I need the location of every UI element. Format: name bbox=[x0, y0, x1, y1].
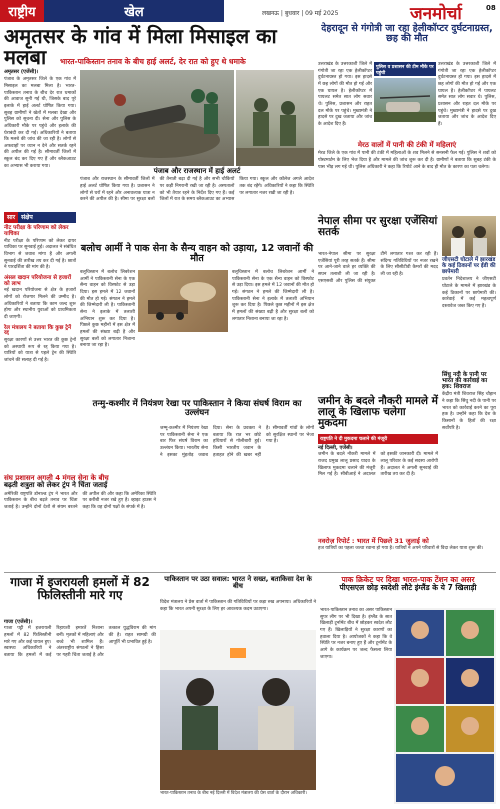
brief-item bbox=[4, 276, 76, 322]
gaza-headline-box bbox=[4, 576, 156, 616]
ed-raid-headline: जीएसटी घोटाले में झारखंड के कई ठिकानों पर ईडी की छापेमारी bbox=[442, 257, 496, 275]
page-number: 08 bbox=[486, 4, 496, 12]
meerut-body: मेरठ जिले के एक गांव में पानी की टंकी में महिलाओं के शव मिलने से सनसनी फैल गई। पुलिस ने शवों को पोस्टमार्टम के लिए भेज दिया है और मामले की जांच शुरू कर दी है। ग्रामीणों ने बताया कि सुबह टंकी के पास भीड़ लग गई थी। पुलिस अधिकारी ने कहा कि रिपोर्ट आने के बाद ही मौत के कारण का पता चलेगा। bbox=[318, 151, 496, 170]
masthead: जनमोर्चा bbox=[410, 4, 462, 24]
brief-item-title: नीट परीक्षा के परिणाम को लेकर याचिका bbox=[4, 225, 69, 237]
lalu-callout: राष्ट्रपति ने दी मुकदमा चलाने की मंजूरी bbox=[318, 434, 438, 444]
page-header bbox=[0, 0, 500, 22]
gaza-story bbox=[4, 620, 156, 804]
baloch-headline: बलोच आर्मी ने पाक सेना के सैन्य वाहन को उड़ाया, 12 जवानों की मौत bbox=[80, 243, 314, 264]
ed-raid-story bbox=[442, 258, 496, 368]
heli-callout: पुलिस व प्रशासन की टीम मौके पर पहुंची bbox=[374, 62, 436, 76]
section-label-national: राष्ट्रीय bbox=[0, 0, 44, 22]
heli-body-right: उत्तराखंड के उत्तरकाशी जिले में गंगोत्री जा रहा एक हेलीकॉप्टर दुर्घटनाग्रस्त हो गया। इस हादसे में छह लोगों की मौत हो गई और एक घायल है। हेलीकॉप्टर में पायलट समेत सात लोग सवार थे। पुलिस, प्रशासन और राहत दल मौके पर पहुंचे। मुख्यमंत्री ने हादसे पर दुख जताया और जांच के आदेश दिए हैं। bbox=[438, 62, 496, 127]
baloch-body-right: बलूचिस्तान में बलोच लिबरेशन आर्मी ने पाकिस्तानी सेना के एक सैन्य वाहन को विस्फोट से उड़ा दिया। इस हमले में 12 जवानों की मौत हो गई। संगठन ने हमले की जिम्मेदारी ली है। पाकिस्तानी सेना ने इलाके में तलाशी अभियान शुरू कर दिया है। पिछले कुछ महीनों में इस क्षेत्र में हमलों की संख्या बढ़ी है और सुरक्षा बलों को लगातार निशाना बनाया जा रहा है। bbox=[232, 270, 314, 322]
press-headline-box bbox=[160, 576, 316, 598]
heli-photo bbox=[374, 78, 436, 122]
lead-body-col bbox=[4, 70, 76, 210]
cricket-body: भारत-पाकिस्तान तनाव का असर पाकिस्तान सुपर लीग पर भी दिखा है। इंग्लैंड के सात खिलाड़ी टूर्नामेंट बीच में छोड़कर स्वदेश लौट गए हैं। खिलाड़ियों ने सुरक्षा कारणों का हवाला दिया है। आयोजकों ने कहा कि वे स्थिति पर नजर बनाए हुए हैं और टूर्नामेंट के आगे के कार्यक्रम पर जल्द फैसला लिया जाएगा। bbox=[320, 608, 392, 660]
news-brief-column bbox=[4, 212, 76, 472]
punjab-story bbox=[80, 168, 314, 242]
brief-item-body: नीट परीक्षा के परिणाम को लेकर दायर याचिका पर सुनवाई हुई। अदालत ने संबंधित विभाग से जवाब मांगा है और अगली सुनवाई की तारीख तय कर दी गई है। छात्रों ने पारदर्शिता की मांग की है। bbox=[4, 238, 76, 271]
brief-item-title: अंसल खदान परियोजना से हजारों को लाभ bbox=[4, 274, 71, 287]
heli-headline-box bbox=[318, 24, 496, 60]
divider bbox=[4, 572, 496, 573]
gaza-dateline: गाजा (एजेंसी)। bbox=[4, 619, 33, 625]
hajj-body: हज यात्रियों का पहला जत्था रवाना हो गया है। यात्रियों ने अपने परिवारों से विदा लेकर यात्रा शुरू की। bbox=[318, 545, 484, 551]
baloch-body-left: बलूचिस्तान में बलोच लिबरेशन आर्मी ने पाकिस्तानी सेना के एक सैन्य वाहन को विस्फोट से उड़ा दिया। इस हमले में 12 जवानों की मौत हो गई। संगठन ने हमले की जिम्मेदारी ली है। पाकिस्तानी सेना ने इलाके में तलाशी अभियान शुरू कर दिया है। पिछले कुछ महीनों में इस क्षेत्र में हमलों की संख्या बढ़ी है और सुरक्षा बलों को लगातार निशाना बनाया जा रहा है। bbox=[80, 270, 135, 349]
sindh-body: केंद्रीय मंत्री शिवराज सिंह चौहान ने कहा कि सिंधु नदी के पानी पर भारत को कार्रवाई करने का पूरा हक है। उन्होंने कहा कि देश के किसानों के हितों की रक्षा सर्वोपरि है। bbox=[442, 392, 496, 431]
lead-subhead: भारत-पाकिस्तान तनाव के बीच हाई अलर्ट, देर रात को हुए थे धमाके bbox=[60, 57, 246, 66]
helicopter-wreck-illustration bbox=[374, 78, 436, 122]
nepal-headline: नेपाल सीमा पर सुरक्षा एजेंसियां सतर्क bbox=[318, 215, 438, 239]
nepal-headline-box bbox=[318, 216, 438, 246]
meerut-headline: मेरठ वालों में पानी की टंकी में महिलाएं bbox=[357, 141, 457, 149]
lead-headline: अमृतसर के गांव में मिला मिसाइल का मलबा bbox=[4, 24, 277, 69]
missile-debris-illustration bbox=[80, 70, 234, 166]
heli-body-left: उत्तराखंड के उत्तरकाशी जिले में गंगोत्री जा रहा एक हेलीकॉप्टर दुर्घटनाग्रस्त हो गया। इस हादसे में छह लोगों की मौत हो गई और एक घायल है। हेलीकॉप्टर में पायलट समेत सात लोग सवार थे। पुलिस, प्रशासन और राहत दल मौके पर पहुंचे। मुख्यमंत्री ने हादसे पर दुख जताया और जांच के आदेश दिए हैं। bbox=[318, 62, 372, 127]
lalu-headline: जमीन के बदले नौकरी मामले में लालू के खिलाफ चलेगा मुकदमा bbox=[318, 395, 438, 430]
ed-raid-photo bbox=[442, 216, 496, 256]
baloch-headline-box bbox=[80, 244, 314, 268]
section-label-sports: खेल bbox=[44, 0, 224, 22]
heli-headline: देहरादून से गंगोत्री जा रहा हेलीकॉप्टर दुर्घटनाग्रस्त, छह की मौत bbox=[321, 23, 493, 44]
trump-body: अमेरिकी राष्ट्रपति डोनाल्ड ट्रंप ने भारत और पाकिस्तान के बीच बढ़ते तनाव पर चिंता जताई है। उन्होंने दोनों देशों से संयम बरतने की अपील की और कहा कि अमेरिका स्थिति पर करीबी नजर रखे हुए है। व्हाइट हाउस ने कहा कि वह दोनों पक्षों के संपर्क में है। bbox=[4, 491, 156, 510]
soldiers-illustration bbox=[236, 70, 314, 166]
punjab-body: पंजाब और राजस्थान के सीमावर्ती जिलों में हाई अलर्ट घोषित किया गया है। प्रशासन ने लोगों से घरों में रहने और अनावश्यक यात्रा न करने की अपील की है। सीमा पर सुरक्षा बलों की तैनाती बढ़ा दी गई है और सभी चौकियों पर कड़ी निगरानी रखी जा रही है। अस्पतालों को भी तैयार रहने के निर्देश दिए गए हैं। कई जिलों में रात के समय ब्लैकआउट का अभ्यास किया गया। स्कूल और कॉलेज अगले आदेश तक बंद रहेंगे। अधिकारियों ने कहा कि स्थिति पर लगातार नजर रखी जा रही है। bbox=[80, 177, 314, 203]
lead-dateline: अमृतसर (एजेंसी)। bbox=[4, 69, 39, 75]
meerut-story bbox=[318, 142, 496, 212]
press-headline: पाकिस्तान पर उठा सवाल: भारत ने सख्त, बताकिसा देश के बीच bbox=[164, 575, 312, 591]
press-photo bbox=[160, 630, 316, 790]
nepal-body: भारत-नेपाल सीमा पर सुरक्षा एजेंसियां पूरी तरह सतर्क हैं। सीमा पर आने-जाने वाले हर व्यक्ति की सघन तलाशी ली जा रही है। एसएसबी और पुलिस की संयुक्त टीमें लगातार गश्त कर रही हैं। संदिग्ध गतिविधियों पर नजर रखने के लिए सीसीटीवी कैमरों की मदद ली जा रही है। bbox=[318, 252, 438, 284]
lead-photo bbox=[80, 70, 234, 166]
news-brief-label bbox=[4, 212, 76, 223]
cricket-players-grid bbox=[394, 608, 496, 804]
lalu-headline-box bbox=[318, 396, 438, 432]
sindh-story bbox=[442, 372, 496, 472]
lalu-dateline: नई दिल्ली, एजेंसी। bbox=[318, 445, 353, 451]
lalu-body: जमीन के बदले नौकरी मामले में राजद प्रमुख लालू प्रसाद यादव के खिलाफ मुकदमा चलाने की मंजूरी मिल गई है। सीबीआई ने अदालत को इसकी जानकारी दी। मामले में लालू परिवार के कई सदस्य आरोपी हैं। अदालत ने अगली सुनवाई की तारीख तय कर दी है। bbox=[318, 452, 438, 478]
heli-story bbox=[318, 62, 496, 140]
sindh-headline: सिंधु नदी के पानी पर भारत की कार्रवाई का हक: शिवराज bbox=[442, 372, 488, 391]
nepal-story bbox=[318, 252, 438, 392]
gaza-body: गाजा पट्टी में इजरायली हमलों में 82 फिलिस्तीनी मारे गए और कई घायल हुए। स्वास्थ्य अधिकारियों ने बताया कि हमलों में कई रिहायशी इमारतें निशाना बनीं। मृतकों में महिलाएं और बच्चे भी शामिल हैं। अंतरराष्ट्रीय संगठनों ने हिंसा पर गहरी चिंता जताई है और तत्काल युद्धविराम की मांग की है। राहत सामग्री की आपूर्ति भी प्रभावित हुई है। bbox=[4, 626, 156, 658]
press-body-box bbox=[160, 600, 316, 628]
cricket-subhead: पीएसएल छोड़ स्वदेशी लौटे इंग्लैंड के ये 7 खिलाड़ी bbox=[339, 582, 477, 592]
lead-subhead-box bbox=[60, 58, 310, 68]
press-caption: भारत-पाकिस्तान तनाव के बीच नई दिल्ली में विदेश मंत्रालय की प्रेस वार्ता के दौरान अधिकारी। bbox=[160, 791, 307, 796]
brief-label-1: सार bbox=[4, 212, 18, 223]
cricket-story bbox=[320, 608, 392, 804]
gaza-headline: गाजा में इजरायली हमलों में 82 फिलिस्तीनी मारे गए bbox=[10, 575, 150, 602]
blast-scene-illustration bbox=[138, 270, 228, 332]
brief-item-body: सुरक्षा कारणों से उत्तर भारत की कुछ ट्रेनों को अस्थायी रूप से रद्द किया गया है। यात्रियों को यात्रा से पहले ट्रेन की स्थिति जांचने की सलाह दी गई है। bbox=[4, 338, 76, 364]
kashmir-story bbox=[160, 426, 314, 566]
hajj-headline: नवरोज़ रिपोर्ट : भारत में पिछले 31 जुलाई को bbox=[318, 537, 429, 545]
brief-item-title: रेल मंत्रालय ने बताया कि कुछ ट्रेनें रद्द bbox=[4, 324, 72, 337]
ed-raid-body: प्रवर्तन निदेशालय ने जीएसटी घोटाले के मामले में झारखंड के कई ठिकानों पर छापेमारी की। कार्रवाई में कई महत्वपूर्ण दस्तावेज जब्त किए गए हैं। bbox=[442, 277, 496, 309]
lalu-story bbox=[318, 434, 438, 536]
lead-photo-2 bbox=[236, 70, 314, 166]
brief-item-body: नई खदान परियोजना से क्षेत्र के हजारों लोगों को रोजगार मिलने की उम्मीद है। अधिकारियों ने बताया कि काम जल्द शुरू होगा और स्थानीय युवाओं को प्राथमिकता दी जाएगी। bbox=[4, 288, 76, 320]
brief-label-2: संक्षेप bbox=[18, 212, 76, 223]
trump-headline-2: बढ़ती शत्रुता को लेकर ट्रंप ने चिंता जताई bbox=[4, 481, 108, 490]
press-conference-illustration bbox=[160, 630, 316, 790]
brief-item bbox=[4, 226, 76, 272]
punjab-headline: पंजाब और राजस्थान में हाई अलर्ट bbox=[153, 167, 241, 175]
cricket-headline: पाक क्रिकेट पर दिखा भारत-पाक टेंशन का असर bbox=[341, 575, 475, 584]
baloch-photo bbox=[138, 270, 228, 332]
press-body: विदेश मंत्रालय ने प्रेस वार्ता में पाकिस्तान की गतिविधियों पर कड़ा रुख अपनाया। अधिकारियों ने कहा कि भारत अपनी सुरक्षा के लिए हर आवश्यक कदम उठाएगा। bbox=[160, 600, 316, 612]
trump-story bbox=[4, 475, 156, 565]
page-dateline: लखनऊ | बुधवार | 09 मई 2025 bbox=[262, 10, 339, 17]
trump-headline-1: संघ प्रशासन अगली 4 मंगल सेना के बीच bbox=[4, 474, 109, 482]
officials-illustration bbox=[442, 216, 496, 256]
hajj-story bbox=[318, 538, 496, 570]
baloch-story bbox=[80, 270, 314, 400]
kashmir-headline: तन्मु-कश्मीर में नियंत्रण रेखा पर पाकिस्तान ने किया संघर्ष विराम का उल्लंघन bbox=[92, 399, 302, 418]
kashmir-headline-box bbox=[80, 400, 314, 424]
kashmir-body: जम्मू-कश्मीर में नियंत्रण रेखा पर पाकिस्तानी सेना ने एक बार फिर संघर्ष विराम का उल्लंघन किया। भारतीय सेना ने इसका मुंहतोड़ जवाब दिया। सेना के प्रवक्ता ने बताया कि रात भर छोटे हथियारों से गोलीबारी हुई। किसी भारतीय जवान के हताहत होने की खबर नहीं है। सीमावर्ती गांवों के लोगों को सुरक्षित स्थानों पर भेजा गया है। bbox=[160, 426, 314, 458]
press-caption-box bbox=[160, 791, 316, 805]
cricket-headline-box bbox=[320, 576, 496, 606]
lead-body: पंजाब के अमृतसर जिले के एक गांव में मिसाइल का मलबा मिला है। भारत-पाकिस्तान तनाव के बीच देर रात धमाकों की आवाज सुनी गई थी, जिसके बाद पूरे इलाके में हाई अलर्ट घोषित किया गया। सुबह ग्रामीणों ने खेतों में मलबा देखा और पुलिस को सूचना दी। सेना और पुलिस के अधिकारी मौके पर पहुंचे और इलाके की घेराबंदी कर दी गई। अधिकारियों ने बताया कि मलबे की जांच की जा रही है। लोगों से अफवाहों पर ध्यान न देने और सतर्क रहने की अपील की गई है। सीमावर्ती जिलों में स्कूल बंद कर दिए गए हैं और ब्लैकआउट का अभ्यास भी कराया गया। bbox=[4, 77, 76, 169]
brief-item bbox=[4, 326, 76, 365]
player-portraits-illustration bbox=[394, 608, 496, 804]
